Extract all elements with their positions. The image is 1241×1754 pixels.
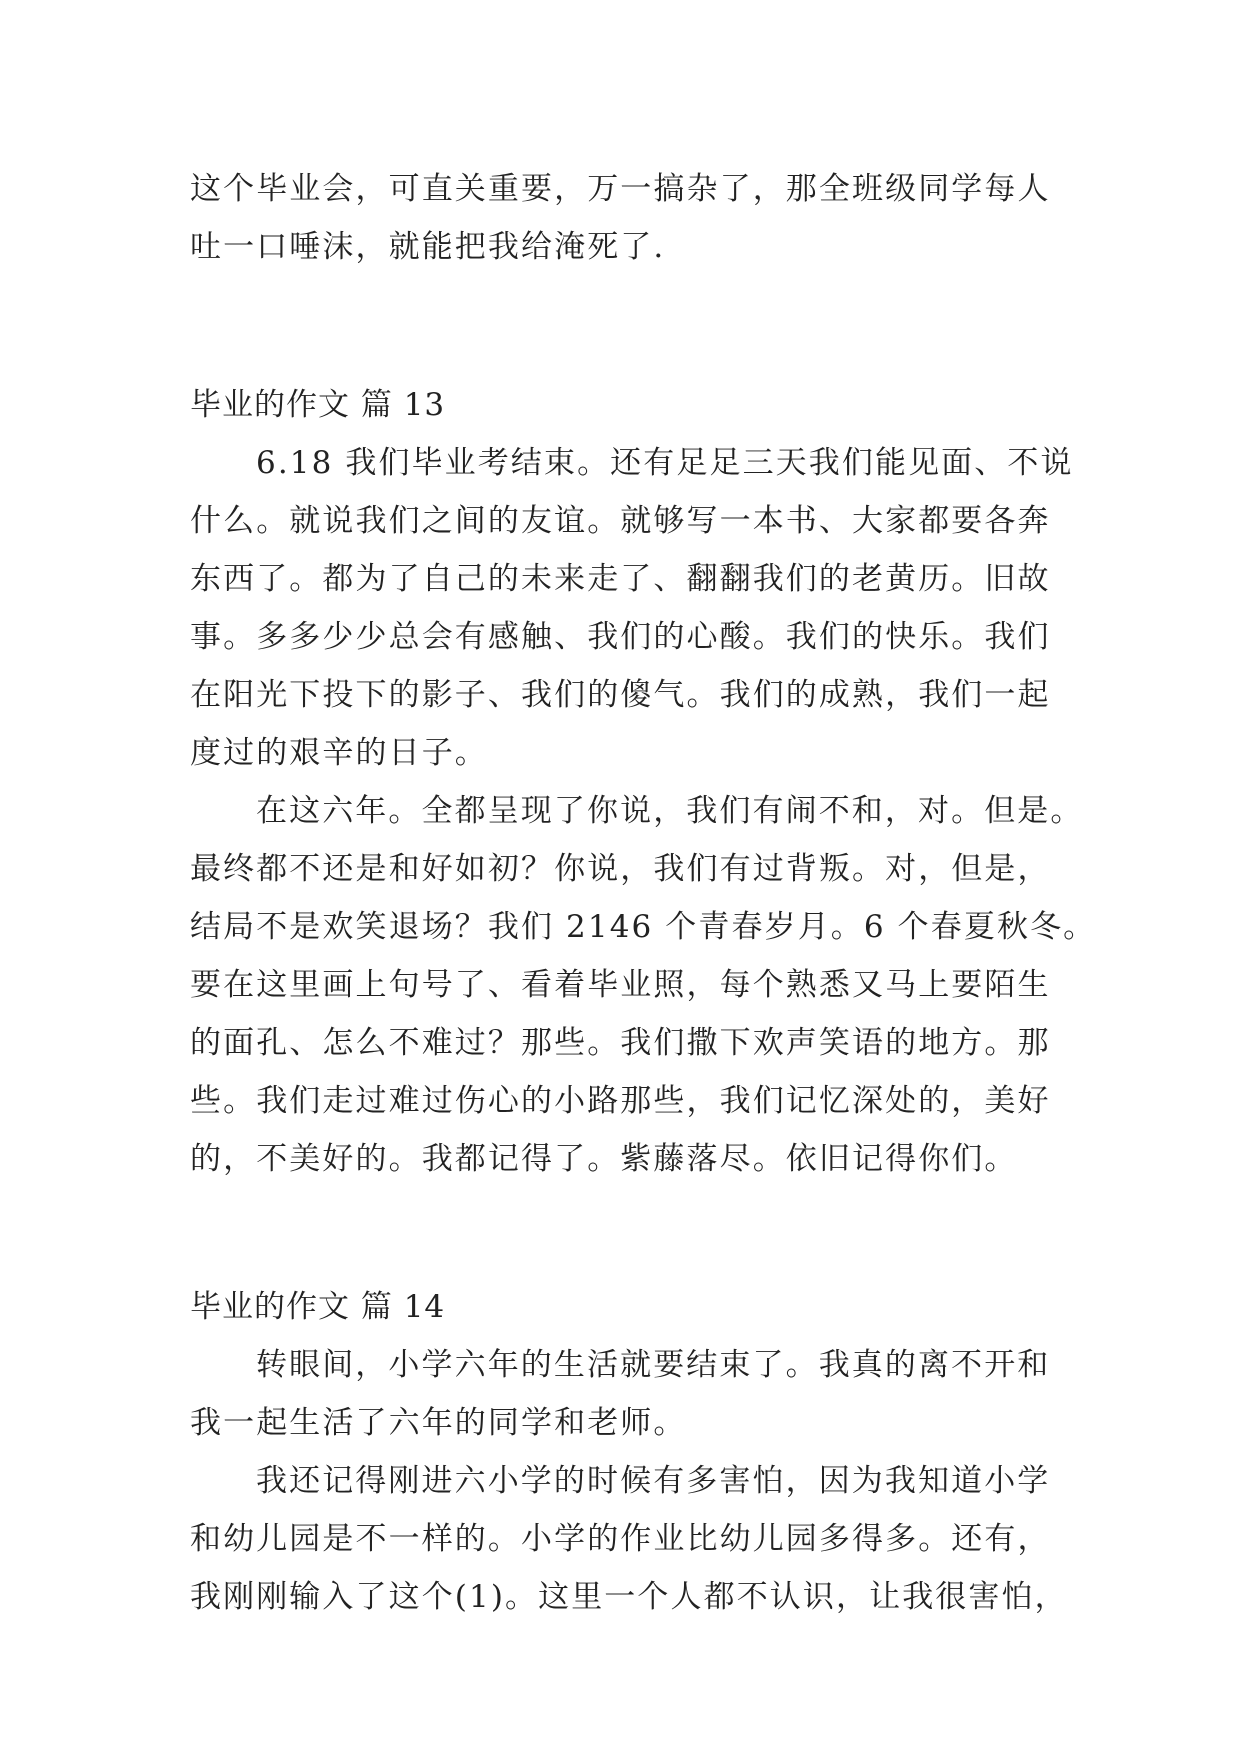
section-heading: 毕业的作文 篇 14 [190,1289,446,1325]
paragraph [190,434,1074,782]
spacer [190,276,1060,376]
spacer [190,1188,1060,1278]
paragraph [190,782,1097,1188]
text-line: 结局不是欢笑退场？我们 2146 个青春岁月。6 个春夏秋冬。 [190,909,1097,945]
text-line: 什么。就说我们之间的友谊。就够写一本书、大家都要各奔 [190,503,1051,539]
text-line: 我一起生活了六年的同学和老师。 [190,1405,687,1441]
section-heading: 毕业的作文 篇 13 [190,387,446,423]
text-line: 度过的艰辛的日子。 [190,735,488,771]
document-page [190,160,1097,1626]
text-line: 吐一口唾沫，就能把我给淹死了. [190,229,666,265]
text-line: 的面孔、怎么不难过？那些。我们撒下欢声笑语的地方。那 [190,1025,1051,1061]
text-line: 转眼间，小学六年的生活就要结束了。我真的离不开和 [256,1347,1051,1383]
text-line: 的，不美好的。我都记得了。紫藤落尽。依旧记得你们。 [190,1141,1018,1177]
text-line: 东西了。都为了自己的未来走了、翻翻我们的老黄历。旧故 [190,561,1051,597]
essay-section-13 [190,376,1097,1188]
text-line: 要在这里画上句号了、看着毕业照，每个熟悉又马上要陌生 [190,967,1051,1003]
essay-section-14 [190,1278,1068,1626]
text-line: 最终都不还是和好如初？你说，我们有过背叛。对，但是， [190,851,1051,887]
text-line: 和幼儿园是不一样的。小学的作业比幼儿园多得多。还有， [190,1521,1051,1557]
text-line: 我还记得刚进六小学的时候有多害怕，因为我知道小学 [256,1463,1051,1499]
text-line: 在这六年。全都呈现了你说，我们有闹不和，对。但是。 [256,793,1084,829]
text-line: 6.18 我们毕业考结束。还有足足三天我们能见面、不说 [256,445,1074,481]
text-line: 事。多多少少总会有感触、我们的心酸。我们的快乐。我们 [190,619,1051,655]
paragraph [190,1336,1060,1452]
text-line: 我刚刚输入了这个(1)。这里一个人都不认识，让我很害怕， [190,1579,1068,1615]
paragraph [190,1452,1068,1626]
text-line: 些。我们走过难过伤心的小路那些，我们记忆深处的，美好 [190,1083,1051,1119]
intro-paragraph [190,160,1060,276]
text-line: 在阳光下投下的影子、我们的傻气。我们的成熟，我们一起 [190,677,1051,713]
text-line: 这个毕业会，可直关重要，万一搞杂了，那全班级同学每人 [190,171,1051,207]
